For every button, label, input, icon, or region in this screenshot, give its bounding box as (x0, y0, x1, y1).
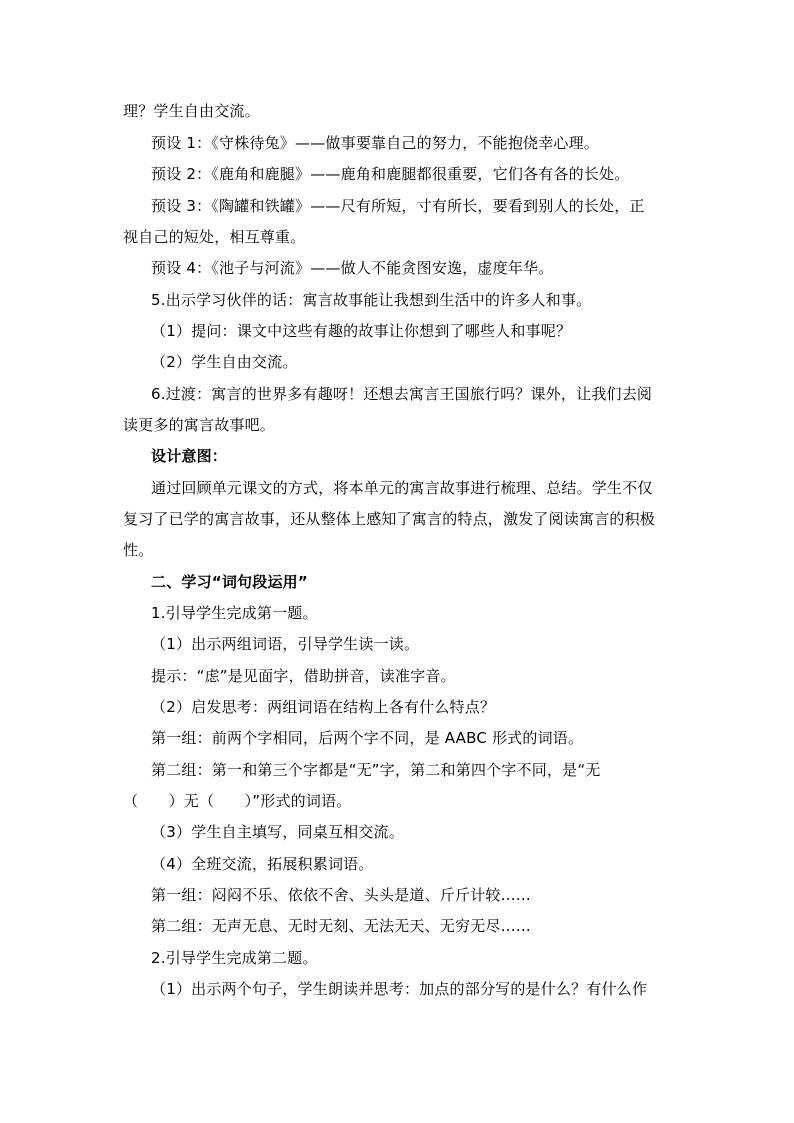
text-line-22: 第二组：第一和第三个字都是“无”字，第二和第四个字不同，是“无 (151, 761, 601, 779)
text-line-2: 预设 1：《守株待兔》——做事要靠自己的努力，不能抱侥幸心理。 (151, 134, 600, 152)
text-line-8: （1）提问：课文中这些有趣的故事让你想到了哪些人和事呢？ (151, 322, 572, 340)
text-line-23: （ ）无（ ）”形式的词语。 (123, 792, 352, 810)
text-line-14: 复习了已学的寓言故事，还从整体上感知了寓言的特点，激发了阅读寓言的积极 (123, 510, 656, 528)
text-line-11: 读更多的寓言故事吧。 (123, 416, 276, 434)
design-intent-heading: 设计意图： (151, 447, 228, 465)
text-line-24: （3）学生自主填写，同桌互相交流。 (151, 823, 404, 841)
text-line-21: 第一组：前两个字相同，后两个字不同，是 AABC 形式的词语。 (151, 729, 584, 747)
text-line-19: 提示：“虑”是见面字，借助拼音，读准字音。 (151, 667, 456, 685)
text-line-15: 性。 (123, 541, 154, 559)
text-line-13: 通过回顾单元课文的方式，将本单元的寓言故事进行梳理、总结。学生不仅 (151, 479, 653, 497)
text-line-27: 第二组：无声无息、无时无刻、无法无天、无穷无尽…… (151, 917, 532, 935)
text-line-6: 预设 4：《池子与河流》——做人不能贪图安逸，虚度年华。 (151, 259, 554, 277)
text-line-26: 第一组：闷闷不乐、依依不舍、头头是道、斤斤计较…… (151, 886, 532, 904)
text-line-25: （4）全班交流，拓展积累词语。 (151, 855, 374, 873)
section-heading-2: 二、学习“词句段运用” (151, 573, 308, 591)
text-line-29: （1）出示两个句子，学生朗读并思考：加点的部分写的是什么？有什么作 (151, 980, 648, 998)
text-line-18: （1）出示两组词语，引导学生读一读。 (151, 635, 420, 653)
text-line-9: （2）学生自由交流。 (151, 353, 298, 371)
text-line-7: 5.出示学习伙伴的话：寓言故事能让我想到生活中的许多人和事。 (151, 291, 592, 309)
text-line-28: 2.引导学生完成第二题。 (151, 949, 318, 967)
text-line-4: 预设 3：《陶罐和铁罐》——尺有所短，寸有所长，要看到别人的长处，正 (151, 197, 645, 215)
text-line-5: 视自己的短处，相互尊重。 (123, 228, 306, 246)
text-line-20: （2）启发思考：两组词语在结构上各有什么特点？ (151, 698, 496, 716)
text-line-17: 1.引导学生完成第一题。 (151, 604, 318, 622)
text-line-1: 理？学生自由交流。 (123, 102, 260, 120)
text-line-3: 预设 2：《鹿角和鹿腿》——鹿角和鹿腿都很重要，它们各有各的长处。 (151, 165, 630, 183)
text-line-10: 6.过渡：寓言的世界多有趣呀！还想去寓言王国旅行吗？课外，让我们去阅 (151, 385, 653, 403)
